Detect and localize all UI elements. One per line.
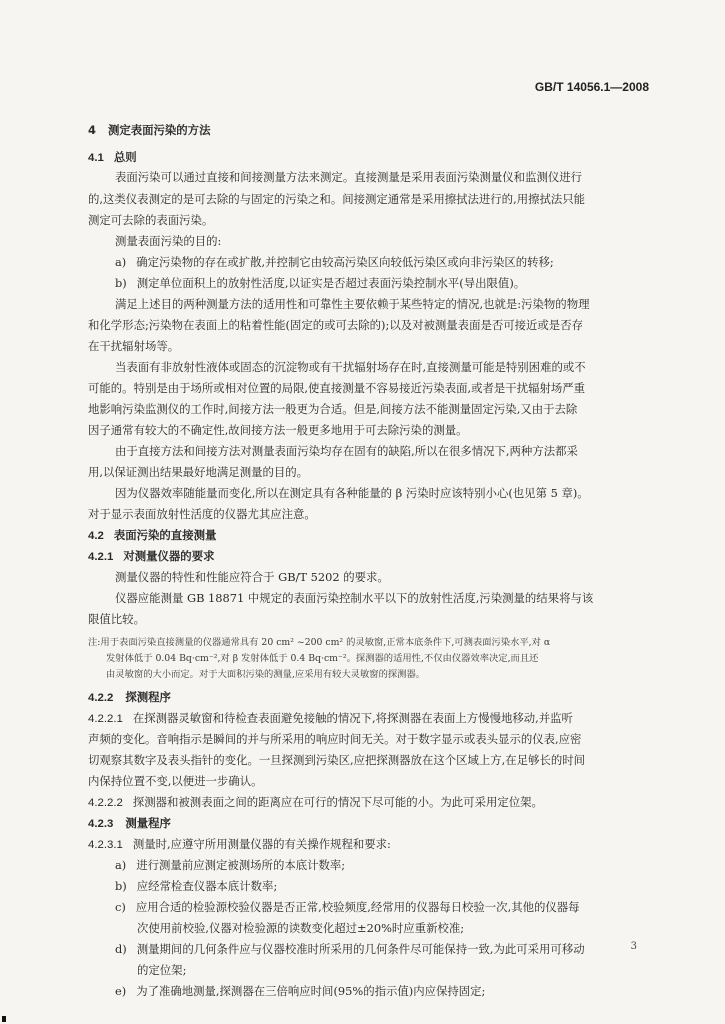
- list-item: [115, 942, 585, 957]
- paragraph-line: 因子通常有较大的不确定性,故间接方法一般更多地用于可去除污染的测量。: [88, 423, 468, 437]
- paragraph-line: 测量表面污染的目的:: [115, 234, 222, 248]
- paragraph-line: 用,以保证测出结果最好地满足测量的目的。: [88, 465, 309, 479]
- paragraph-line: 满足上述目的两种测量方法的适用性和可靠性主要依赖于某些特定的情况,也就是:污染物的物理: [115, 297, 590, 311]
- page-number: 3: [630, 941, 637, 952]
- paragraph-line: 切观察其数字及表头指针的变化。一旦探测到污染区,应把探测器放在这个区域上方,在足够长的时间: [88, 753, 586, 767]
- section-number: 4: [88, 123, 96, 137]
- scan-mark: [2, 1016, 6, 1022]
- list-item: [115, 984, 485, 999]
- list-continuation: 次使用前校验,仪器对检验源的读数变化超过±20%时应重新校准;: [137, 921, 465, 935]
- section-number: 4.1: [88, 152, 104, 164]
- list-item: [115, 276, 525, 291]
- section-number: 4.2.2: [88, 692, 114, 704]
- paragraph-line: 仪器应能测量 GB 18871 中规定的表面污染控制水平以下的放射性活度,污染测量的结果将与该: [115, 591, 594, 605]
- section-title: 总则: [113, 150, 137, 164]
- paragraph-line: 因为仪器效率随能量而变化,所以在测定具有各种能量的 β 污染时应该特别小心(也见第 5 章)。: [115, 486, 589, 500]
- list-continuation: 的定位架;: [137, 963, 187, 977]
- list-text: 应经常检查仪器本底计数率;: [136, 879, 278, 893]
- list-label: e): [115, 984, 127, 998]
- section-title: 表面污染的直接测量: [113, 528, 217, 542]
- section-4-1-heading: [88, 150, 137, 166]
- list-label: d): [115, 942, 127, 956]
- list-text: 测量期间的几何条件应与仪器校准时所采用的几何条件尽可能保持一致,为此可采用可移动: [136, 942, 585, 956]
- section-4-heading: [88, 123, 210, 138]
- clause-text: 测量时,应遵守所用测量仪器的有关操作规程和要求:: [132, 837, 391, 851]
- section-4-2-1-heading: [88, 549, 214, 565]
- list-text: 为了准确地测量,探测器在三倍响应时间(95%的指示值)内应保持固定;: [136, 984, 486, 998]
- clause-number: 4.2.3.1: [88, 839, 123, 851]
- section-4-2-heading: [88, 528, 216, 544]
- list-item: [115, 879, 277, 894]
- paragraph-line: 测定可去除的表面污染。: [88, 213, 214, 227]
- list-text: 确定污染物的存在或扩散,并控制它由较高污染区向较低污染区或向非污染区的转移;: [136, 255, 554, 269]
- section-title: 测量程序: [125, 816, 171, 830]
- list-item: [115, 255, 554, 270]
- paragraph-line: 当表面有非放射性液体或固态的沉淀物或有干扰辐射场存在时,直接测量可能是特别困难的或不: [115, 360, 586, 374]
- note-line: 由灵敏窗的大小而定。对于大面积污染的测量,应采用有较大灵敏窗的探测器。: [106, 669, 426, 680]
- list-text: 测定单位面积上的放射性活度,以证实是否超过表面污染控制水平(导出限值)。: [136, 276, 526, 290]
- section-number: 4.2: [88, 530, 104, 542]
- section-4-2-3-heading: [88, 816, 171, 832]
- section-title: 探测程序: [125, 690, 171, 704]
- paragraph-line: 限值比较。: [88, 612, 145, 626]
- section-title: 测定表面污染的方法: [107, 123, 211, 137]
- list-label: c): [115, 900, 126, 914]
- paragraph-line: 地影响污染监测仪的工作时,间接方法一般更为合适。但是,间接方法不能测量固定污染,又由于去除: [88, 402, 578, 416]
- paragraph-line: 可能的。特别是由于场所或相对位置的局限,使直接测量不容易接近污染表面,或者是干扰辐射场严重: [88, 381, 586, 395]
- list-label: a): [115, 858, 127, 872]
- clause-text: 探测器和被测表面之间的距离应在可行的情况下尽可能的小。为此可采用定位架。: [132, 795, 543, 809]
- clause-number: 4.2.2.1: [88, 713, 123, 725]
- note-line: 注:用于表面污染直接测量的仪器通常具有 20 cm² ~200 cm² 的灵敏窗,正常本底条件下,可测表面污染水平,对 α: [88, 637, 551, 648]
- paragraph-line: 在干扰辐射场等。: [88, 339, 180, 353]
- list-item: [115, 900, 580, 915]
- list-label: a): [115, 255, 127, 269]
- list-text: 应用合适的检验源校验仪器是否正常,校验频度,经常用的仪器每日校验一次,其他的仪器每: [135, 900, 580, 914]
- list-item: [115, 858, 345, 873]
- section-number: 4.2.3: [88, 818, 114, 830]
- clause-4-2-2-1: [88, 711, 573, 727]
- standard-number: GB/T 14056.1—2008: [534, 80, 649, 94]
- section-title: 对测量仪器的要求: [123, 549, 215, 563]
- clause-4-2-3-1: [88, 837, 391, 853]
- paragraph-line: 声频的变化。音响指示是瞬间的并与所采用的响应时间无关。对于数字显示或表头显示的仪表,应密: [88, 732, 582, 746]
- paragraph-line: 的,这类仪表测定的是可去除的与固定的污染之和。间接测定通常是采用擦拭法进行的,用擦拭法只能: [88, 192, 586, 206]
- clause-number: 4.2.2.2: [88, 797, 123, 809]
- section-number: 4.2.1: [88, 551, 114, 563]
- list-text: 进行测量前应测定被测场所的本底计数率;: [136, 858, 346, 872]
- paragraph-line: 对于显示表面放射性活度的仪器尤其应注意。: [88, 507, 316, 521]
- paragraph-line: 由于直接方法和间接方法对测量表面污染均存在固有的缺陷,所以在很多情况下,两种方法都采: [115, 444, 578, 458]
- note-line: 发射体低于 0.04 Bq·cm⁻²,对 β 发射体低于 0.4 Bq·cm⁻²。探测器的适用性,不仅由仪器效率决定,而且还: [106, 653, 539, 664]
- paragraph-line: 测量仪器的特性和性能应符合于 GB/T 5202 的要求。: [115, 570, 389, 584]
- paragraph-line: 和化学形态;污染物在表面上的粘着性能(固定的或可去除的);以及对被测量表面是否可接近或是否存: [88, 318, 583, 332]
- paragraph-line: 表面污染可以通过直接和间接测量方法来测定。直接测量是采用表面污染测量仪和监测仪进行: [115, 170, 583, 184]
- section-4-2-2-heading: [88, 690, 171, 706]
- list-label: b): [115, 879, 127, 893]
- clause-4-2-2-2: [88, 795, 543, 811]
- clause-text: 在探测器灵敏窗和待检查表面避免接触的情况下,将探测器在表面上方慢慢地移动,并监听: [132, 711, 573, 725]
- list-label: b): [115, 276, 127, 290]
- paragraph-line: 内保持位置不变,以便进一步确认。: [88, 774, 263, 788]
